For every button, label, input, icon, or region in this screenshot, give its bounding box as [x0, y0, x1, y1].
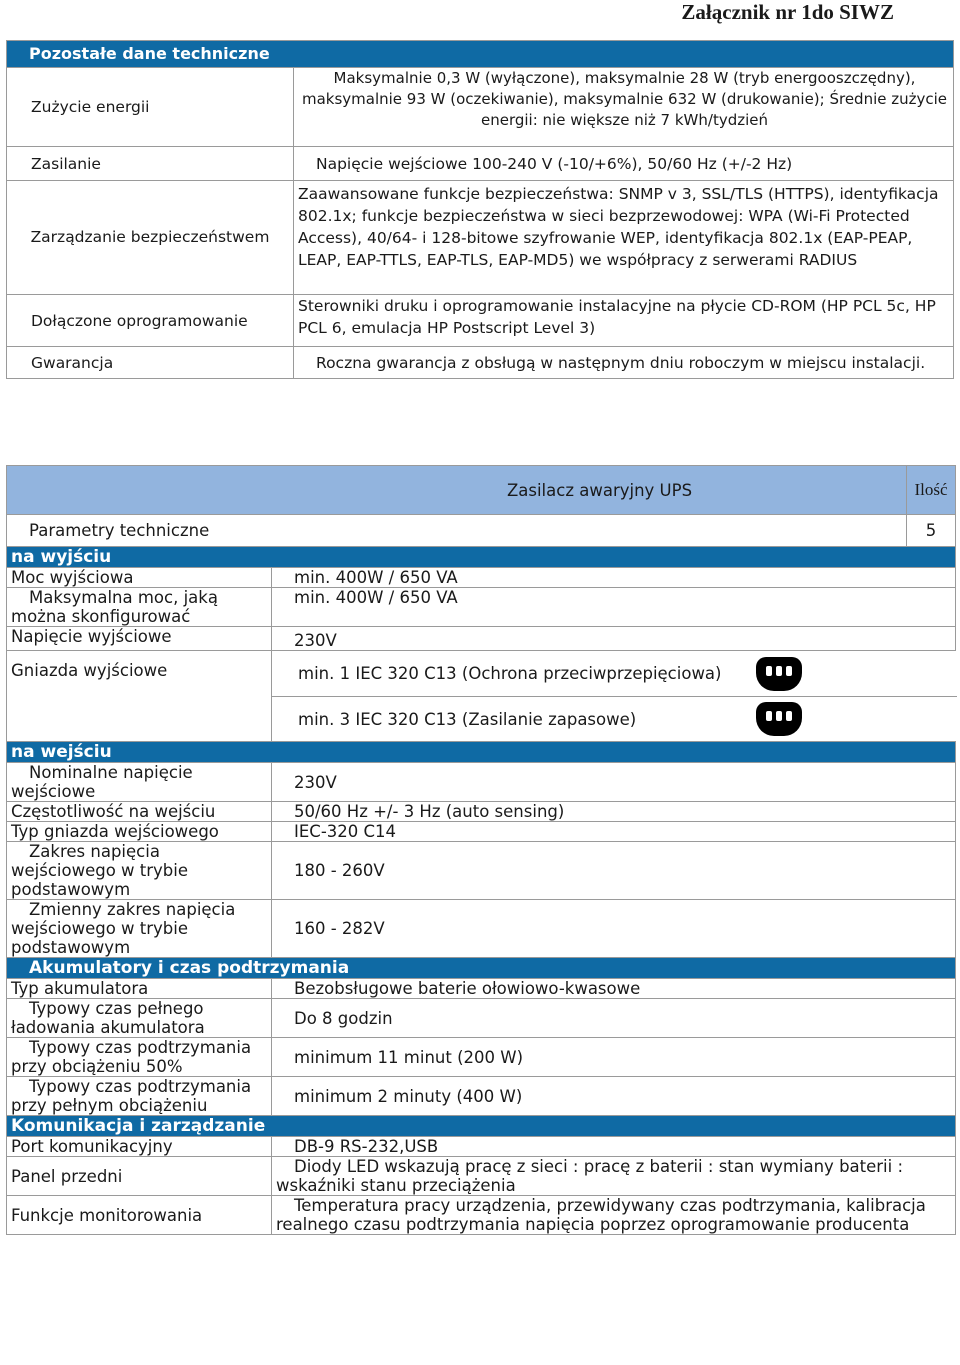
ups-specs-table: [6, 465, 956, 1235]
row-value: Diody LED wskazują pracę z sieci : pracę z baterii : stan wymiany baterii : wskaźniki stanu przeciążenia: [272, 1157, 956, 1196]
table-title: Zasilacz awaryjny UPS: [7, 466, 907, 515]
socket-value-2: min. 3 IEC 320 C13 (Zasilanie zapasowe): [298, 709, 637, 729]
row-value: 230V: [272, 627, 956, 651]
row-value: 230V: [272, 763, 956, 802]
row-label: Panel przedni: [7, 1157, 272, 1196]
row-label: Dołączone oprogramowanie: [7, 295, 294, 347]
row-label: Zarządzanie bezpieczeństwem: [7, 181, 294, 295]
row-label: Typowy czas podtrzymania przy pełnym obciążeniu: [7, 1077, 272, 1116]
row-label: Typowy czas podtrzymania przy obciążeniu 50%: [7, 1038, 272, 1077]
row-value: Roczna gwarancja z obsługą w następnym dniu roboczym w miejscu instalacji.: [294, 347, 954, 379]
row-label: Port komunikacyjny: [7, 1137, 272, 1157]
row-value: Temperatura pracy urządzenia, przewidywany czas podtrzymania, kalibracja realnego czasu podtrzymania napięcia poprzez oprogramowanie producenta: [272, 1196, 956, 1235]
row-value: minimum 2 minuty (400 W): [272, 1077, 956, 1116]
section-header: Komunikacja i zarządzanie: [7, 1116, 956, 1137]
qty-header: Ilość: [907, 466, 956, 515]
row-value: IEC-320 C14: [272, 822, 956, 842]
row-label: Zakres napięcia wejściowego w trybie podstawowym: [7, 842, 272, 900]
row-label: Napięcie wyjściowe: [7, 627, 272, 651]
qty-value: 5: [907, 515, 956, 547]
power-socket-icon: [756, 702, 802, 736]
section-header: na wejściu: [7, 742, 956, 763]
row-label: Częstotliwość na wejściu: [7, 802, 272, 822]
row-label: Typ gniazda wejściowego: [7, 822, 272, 842]
sockets-label: Gniazda wyjściowe: [7, 651, 272, 742]
row-value: Napięcie wejściowe 100-240 V (-10/+6%), 50/60 Hz (+/-2 Hz): [294, 147, 954, 181]
params-label: Parametry techniczne: [7, 515, 907, 547]
document-header: Załącznik nr 1do SIWZ: [681, 0, 894, 24]
row-label: Gwarancja: [7, 347, 294, 379]
row-label: Zużycie energii: [7, 68, 294, 147]
row-value: min. 400W / 650 VA: [272, 588, 956, 627]
row-label: Maksymalna moc, jaką można skonfigurować: [7, 588, 272, 627]
row-value: minimum 11 minut (200 W): [272, 1038, 956, 1077]
row-label: Typowy czas pełnego ładowania akumulatora: [7, 999, 272, 1038]
row-label: Funkcje monitorowania: [7, 1196, 272, 1235]
row-label: Nominalne napięcie wejściowe: [7, 763, 272, 802]
row-value: min. 400W / 650 VA: [272, 568, 956, 588]
section-header: na wyjściu: [7, 547, 956, 568]
row-label: Typ akumulatora: [7, 979, 272, 999]
row-value: Maksymalnie 0,3 W (wyłączone), maksymalnie 28 W (tryb energooszczędny), maksymalnie 93 W (oczekiwanie), maksymalnie 632 W (drukowanie); Średnie zużycie energii: nie większe niż 7 kWh/tydzień: [294, 68, 954, 147]
row-value: Zaawansowane funkcje bezpieczeństwa: SNMP v 3, SSL/TLS (HTTPS), identyfikacja 802.1x; funkcje bezpieczeństwa w sieci bezprzewodowej: WPA (Wi-Fi Protected Access), 40/64- i 128-bitowe szyfrowanie WEP, identyfikacja 802.1x (EAP-PEAP, LEAP, EAP-TTLS, EAP-TLS, EAP-MD5) we współpracy z serwerami RADIUS: [294, 181, 954, 295]
power-socket-icon: [756, 657, 802, 691]
other-specs-table: [6, 40, 954, 379]
row-value: DB-9 RS-232,USB: [272, 1137, 956, 1157]
row-value: 180 - 260V: [272, 842, 956, 900]
row-label: Zasilanie: [7, 147, 294, 181]
row-value: Bezobsługowe baterie ołowiowo-kwasowe: [272, 979, 956, 999]
row-value: Do 8 godzin: [272, 999, 956, 1038]
socket-value-1: min. 1 IEC 320 C13 (Ochrona przeciwprzepięciowa): [298, 664, 722, 683]
section-header: Akumulatory i czas podtrzymania: [7, 958, 956, 979]
row-value: Sterowniki druku i oprogramowanie instalacyjne na płycie CD-ROM (HP PCL 5c, HP PCL 6, emulacja HP Postscript Level 3): [294, 295, 954, 347]
row-value: 50/60 Hz +/- 3 Hz (auto sensing): [272, 802, 956, 822]
row-label: Moc wyjściowa: [7, 568, 272, 588]
row-value: 160 - 282V: [272, 900, 956, 958]
row-label: Zmienny zakres napięcia wejściowego w trybie podstawowym: [7, 900, 272, 958]
section-header: Pozostałe dane techniczne: [7, 41, 954, 68]
